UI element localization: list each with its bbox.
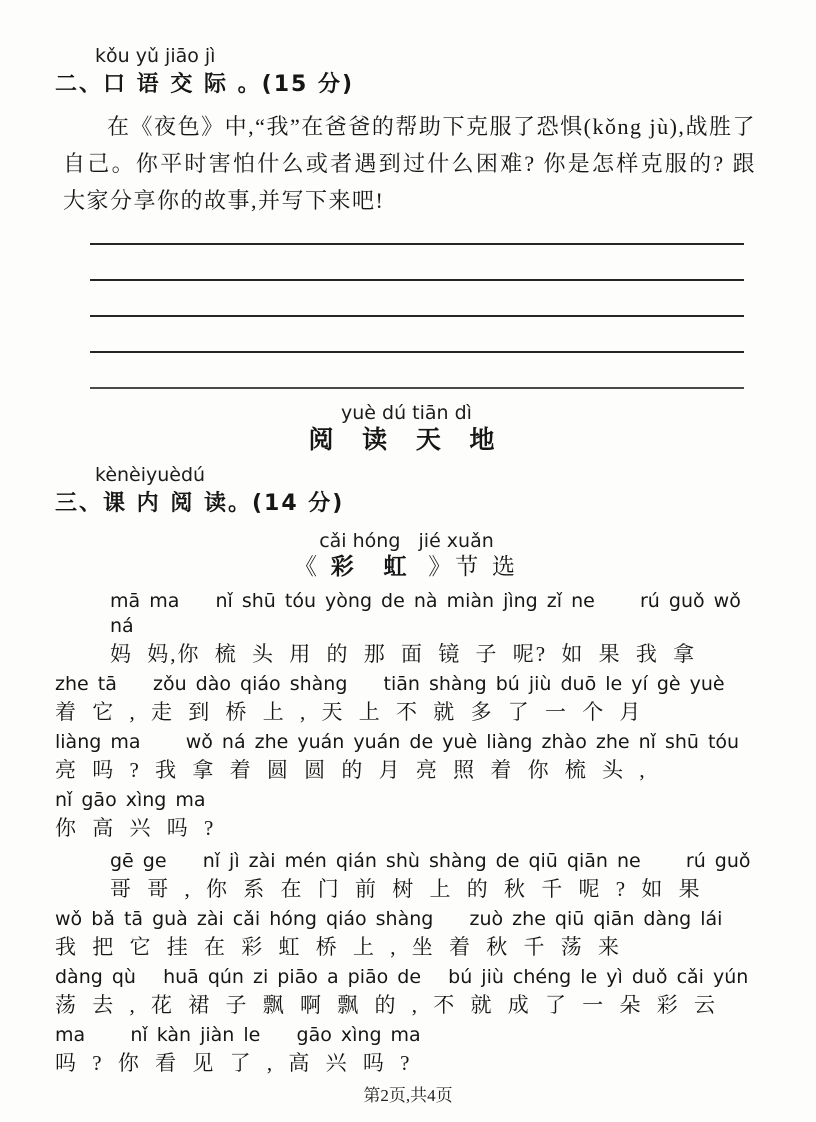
- section3-pinyin: kènèiyuèdú: [95, 464, 206, 486]
- section2-title: 二、口 语 交 际 。(15 分): [55, 72, 355, 97]
- section-reading: [55, 463, 758, 1078]
- hanzi-line: 妈 妈,你 梳 头 用 的 那 面 镜 子 呢? 如 果 我 拿: [110, 642, 697, 666]
- banner-pinyin: yuè dú tiān dì: [341, 402, 472, 424]
- pinyin-line: mā ma nǐ shū tóu yòng de nà miàn jìng zǐ ne rú guǒ wǒ ná: [110, 590, 750, 637]
- writing-line: [90, 353, 744, 389]
- page-footer: 第2页,共4页: [363, 1086, 453, 1105]
- hanzi-line: 哥 哥 , 你 系 在 门 前 树 上 的 秋 千 呢 ? 如 果: [110, 877, 702, 901]
- passage-line: [55, 849, 758, 904]
- writing-line: [90, 317, 744, 353]
- hanzi-line: 吗 ? 你 看 见 了 , 高 兴 吗 ?: [55, 1051, 412, 1075]
- hanzi-line: 荡 去 , 花 裙 子 飘 啊 飘 的 , 不 就 成 了 一 朵 彩 云: [55, 993, 717, 1017]
- banner-title: 阅 读 天 地: [308, 425, 505, 454]
- writing-line: [90, 281, 744, 317]
- passage-line: [55, 1023, 758, 1078]
- passage-line: [55, 672, 758, 727]
- passage-heading-pinyin: cǎi hóng jié xuǎn: [319, 530, 494, 552]
- pinyin-line: zhe tā zǒu dào qiáo shàng tiān shàng bú jiù duō le yí gè yuè: [55, 673, 725, 695]
- hanzi-line: 我 把 它 挂 在 彩 虹 桥 上 , 坐 着 秋 千 荡 来: [55, 935, 621, 959]
- pinyin-line: gē ge nǐ jì zài mén qián shù shàng de qiū qiān ne rú guǒ: [110, 850, 751, 872]
- passage-line: [55, 965, 758, 1020]
- hanzi-line: 着 它 , 走 到 桥 上 , 天 上 不 就 多 了 一 个 月: [55, 700, 643, 724]
- passage-title: [55, 553, 758, 581]
- passage-line: [55, 730, 758, 785]
- hanzi-line: 亮 吗 ? 我 拿 着 圆 圆 的 月 亮 照 着 你 梳 头 ,: [55, 758, 647, 782]
- pinyin-line: ma nǐ kàn jiàn le gāo xìng ma: [55, 1024, 421, 1046]
- bracket-open: 《: [294, 554, 331, 579]
- section3-title: 三、课 内 阅 读。(14 分): [55, 491, 345, 516]
- bracket-close: 》: [418, 554, 456, 579]
- pinyin-line: dàng qù huā qún zi piāo a piāo de bú jiù chéng le yì duǒ cǎi yún: [55, 966, 749, 988]
- hanzi-line: 你 高 兴 吗 ?: [55, 816, 216, 840]
- passage-title-main: 彩 虹: [330, 554, 419, 579]
- passage-line: [55, 788, 758, 843]
- section2-paragraph: 在《夜色》中,“我”在爸爸的帮助下克服了恐惧(kǒng jù),战胜了自己。你平时害怕什么或者遇到过什么困难? 你是怎样克服的? 跟大家分享你的故事,并写下来吧!: [63, 114, 756, 213]
- section-oral-communication: [55, 44, 758, 389]
- passage-body: [55, 589, 758, 1078]
- writing-line: [90, 245, 744, 281]
- passage-title-suffix: 节 选: [455, 554, 519, 579]
- pinyin-line: nǐ gāo xìng ma: [55, 789, 206, 811]
- section2-pinyin: kǒu yǔ jiāo jì: [95, 45, 216, 67]
- writing-lines: [90, 243, 744, 389]
- passage-line: [55, 589, 758, 669]
- passage-heading: [55, 529, 758, 581]
- reading-banner: [55, 401, 758, 455]
- pinyin-line: wǒ bǎ tā guà zài cǎi hóng qiáo shàng zuò zhe qiū qiān dàng lái: [55, 908, 723, 930]
- pinyin-line: liàng ma wǒ ná zhe yuán yuán de yuè liàng zhào zhe nǐ shū tóu: [55, 731, 740, 753]
- passage-line: [55, 907, 758, 962]
